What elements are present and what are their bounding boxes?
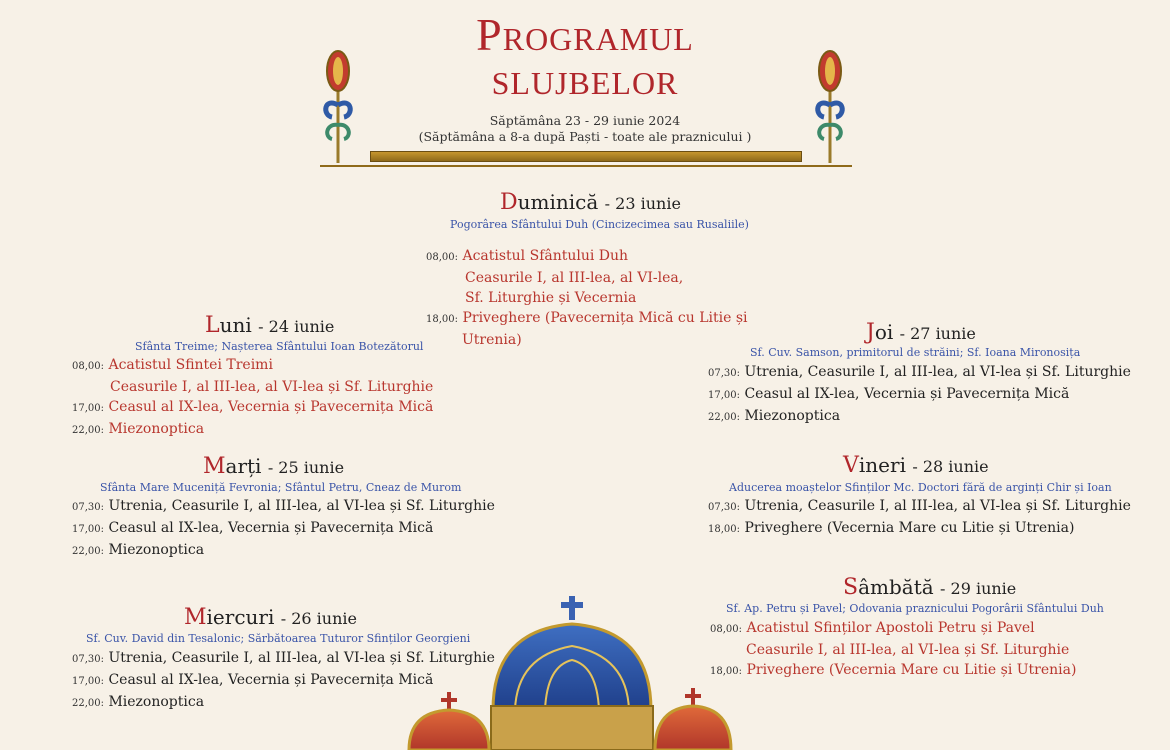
day-date: - 28 iunie xyxy=(912,457,989,476)
day-date: - 26 iunie xyxy=(280,609,357,628)
page-title-line2: slujbelor xyxy=(491,53,679,104)
header-frame-bar xyxy=(370,151,802,162)
time-label: 08,00: xyxy=(710,624,742,635)
day-heading-saturday xyxy=(843,575,1016,600)
day-initial: M xyxy=(203,454,226,479)
service-text: Miezonoptica xyxy=(108,694,205,710)
day-heading-friday xyxy=(843,453,989,478)
time-label: 08,00: xyxy=(426,252,458,263)
day-initial: V xyxy=(843,453,859,478)
day-date: - 29 iunie xyxy=(940,579,1017,598)
day-name: âmbătă xyxy=(858,575,934,599)
schedule-thursday xyxy=(708,362,1131,428)
service-text: Ceasul al IX-lea, Vecernia și Pavecernița Mică xyxy=(744,386,1070,402)
day-date: - 25 iunie xyxy=(267,458,345,477)
right-flower-ornament-icon xyxy=(810,45,850,167)
day-initial: J xyxy=(866,320,875,345)
day-initial: L xyxy=(205,313,220,338)
schedule-saturday xyxy=(710,618,1076,682)
time-label: 17,00: xyxy=(72,403,104,414)
day-name: oi xyxy=(874,320,894,344)
service-text: Ceasurile I, al III-lea, al VI-lea, xyxy=(465,270,684,286)
time-label: 18,00: xyxy=(710,666,742,677)
day-name: uminică xyxy=(517,190,599,214)
schedule-sunday xyxy=(426,246,748,350)
service-text: Utrenia) xyxy=(462,332,522,348)
day-heading-tuesday xyxy=(203,454,344,479)
time-label: 22,00: xyxy=(708,412,740,423)
time-label: 22,00: xyxy=(72,425,104,436)
time-label: 18,00: xyxy=(426,314,458,325)
service-text: Ceasurile I, al III-lea, al VI-lea și Sf. Liturghie xyxy=(746,642,1070,658)
schedule-monday xyxy=(72,355,433,441)
service-text: Miezonoptica xyxy=(108,542,205,558)
service-text: Acatistul Sfântului Duh xyxy=(462,248,629,264)
day-heading-wednesday xyxy=(184,605,357,630)
service-text: Acatistul Sfintei Treimi xyxy=(108,357,273,373)
feast-saturday: Sf. Ap. Petru și Pavel; Odovania praznicului Pogorârii Sfântului Duh xyxy=(726,602,1104,615)
service-text: Ceasul al IX-lea, Vecernia și Pavecernița Mică xyxy=(108,399,434,415)
feast-thursday: Sf. Cuv. Samson, primitorul de străini; Sf. Ioana Mironosița xyxy=(750,346,1081,359)
day-heading-thursday xyxy=(866,320,976,345)
time-label: 18,00: xyxy=(708,524,740,535)
day-name: uni xyxy=(219,313,252,337)
feast-wednesday: Sf. Cuv. David din Tesalonic; Sărbătoarea Tuturor Sfinților Georgieni xyxy=(86,632,471,645)
service-text: Utrenia, Ceasurile I, al III-lea, al VI-lea și Sf. Liturghie xyxy=(744,498,1131,514)
day-date: - 27 iunie xyxy=(899,324,976,343)
day-name: ineri xyxy=(858,453,906,477)
service-text: Ceasul al IX-lea, Vecernia și Pavecernița Mică xyxy=(108,672,434,688)
left-flower-ornament-icon xyxy=(318,45,358,167)
day-initial: S xyxy=(843,575,859,600)
day-heading-sunday xyxy=(500,190,681,215)
time-label: 22,00: xyxy=(72,546,104,557)
time-label: 07,30: xyxy=(708,502,740,513)
service-text: Priveghere (Vecernia Mare cu Litie și Utrenia) xyxy=(744,520,1075,536)
time-label: 07,30: xyxy=(72,502,104,513)
service-text: Priveghere (Pavecernița Mică cu Litie și xyxy=(462,310,748,326)
day-date: - 23 iunie xyxy=(604,194,681,213)
service-text: Ceasurile I, al III-lea, al VI-lea și Sf. Liturghie xyxy=(110,379,434,395)
time-label: 17,00: xyxy=(708,390,740,401)
time-label: 17,00: xyxy=(72,676,104,687)
day-name: arți xyxy=(225,454,262,478)
service-text: Miezonoptica xyxy=(744,408,841,424)
time-label: 07,30: xyxy=(72,654,104,665)
schedule-friday xyxy=(708,496,1131,540)
time-label: 08,00: xyxy=(72,361,104,372)
feast-monday: Sfânta Treime; Nașterea Sfântului Ioan Botezătorul xyxy=(135,340,424,353)
page-title-line1: Programul xyxy=(476,9,694,60)
time-label: 17,00: xyxy=(72,524,104,535)
service-text: Ceasul al IX-lea, Vecernia și Pavecernița Mică xyxy=(108,520,434,536)
feast-sunday: Pogorârea Sfântului Duh (Cincizecimea sau Rusaliile) xyxy=(450,218,749,231)
feast-tuesday: Sfânta Mare Muceniță Fevronia; Sfântul Petru, Cneaz de Murom xyxy=(100,481,462,494)
church-domes-illustration-icon xyxy=(405,594,735,750)
service-text: Utrenia, Ceasurile I, al III-lea, al VI-lea și Sf. Liturghie xyxy=(744,364,1131,380)
service-text: Priveghere (Vecernia Mare cu Litie și Utrenia) xyxy=(746,662,1077,678)
day-heading-monday xyxy=(205,313,334,338)
week-range: Săptămâna 23 - 29 iunie 2024 xyxy=(489,113,681,128)
service-text: Utrenia, Ceasurile I, al III-lea, al VI-lea și Sf. Liturghie xyxy=(108,650,495,666)
service-text: Sf. Liturghie și Vecernia xyxy=(465,290,637,306)
day-date: - 24 iunie xyxy=(258,317,335,336)
service-text: Utrenia, Ceasurile I, al III-lea, al VI-lea și Sf. Liturghie xyxy=(108,498,495,514)
week-note: (Săptămâna a 8-a după Paști - toate ale praznicului ) xyxy=(418,129,752,144)
day-initial: M xyxy=(184,605,207,630)
feast-friday: Aducerea moaștelor Sfinților Mc. Doctori fără de arginți Chir și Ioan xyxy=(729,481,1112,494)
service-text: Miezonoptica xyxy=(108,421,205,437)
service-text: Acatistul Sfinților Apostoli Petru și Pavel xyxy=(746,620,1035,636)
time-label: 07,30: xyxy=(708,368,740,379)
day-name: iercuri xyxy=(206,605,275,629)
time-label: 22,00: xyxy=(72,698,104,709)
schedule-tuesday xyxy=(72,496,495,562)
day-initial: D xyxy=(500,190,518,215)
